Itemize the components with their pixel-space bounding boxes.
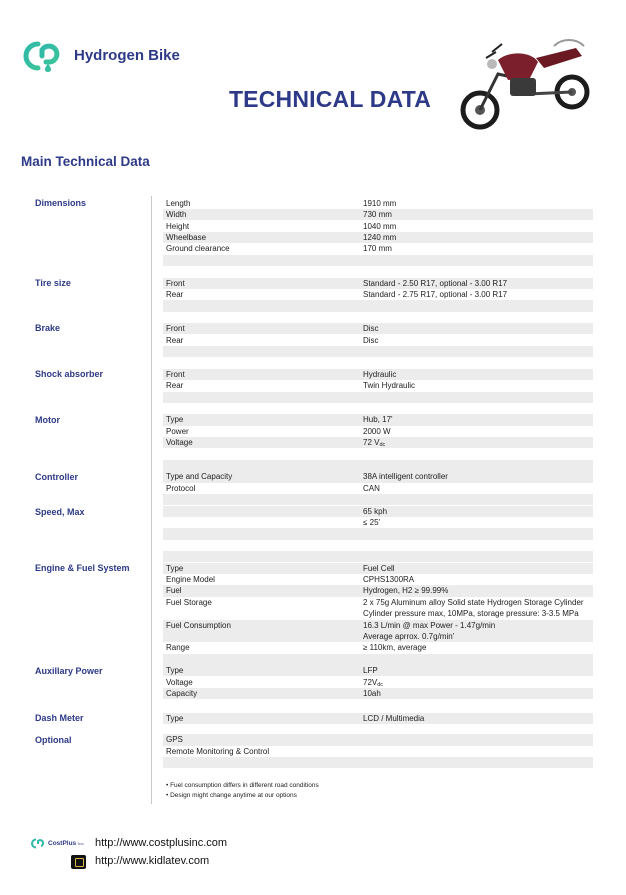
spec-row-blank bbox=[163, 346, 593, 357]
spec-row: Front Standard - 2.50 R17, optional - 3.00 R17 bbox=[163, 278, 593, 289]
category-engine-fuel-system: Engine & Fuel System bbox=[35, 563, 130, 573]
spec-row: Front Disc bbox=[163, 323, 593, 334]
spec-row: Fuel Consumption 16.3 L/min @ max Power - 1.47g/min bbox=[163, 620, 593, 631]
spec-row: Length 1910 mm bbox=[166, 198, 397, 208]
costplus-url-link[interactable]: http://www.costplusinc.com bbox=[95, 837, 228, 849]
spec-row: Fuel Storage 2 x 75g Aluminum alloy Solid state Hydrogen Storage Cylinder bbox=[166, 597, 584, 607]
spec-row: ≤ 25' bbox=[363, 517, 381, 527]
category-motor: Motor bbox=[35, 415, 60, 425]
spec-row: Capacity 10ah bbox=[163, 688, 593, 699]
category-brake: Brake bbox=[35, 323, 61, 333]
spec-row: Rear Disc bbox=[166, 335, 379, 345]
spec-row: Wheelbase 1240 mm bbox=[163, 232, 593, 243]
spec-row: Type and Capacity 38A intelligent controller bbox=[163, 471, 593, 482]
spec-row-blank bbox=[163, 551, 593, 562]
spec-row-blank bbox=[163, 757, 593, 768]
spec-row: 65 kph bbox=[163, 506, 593, 517]
costplus-logo bbox=[30, 838, 85, 849]
spec-row: Type LCD / Multimedia bbox=[163, 713, 593, 724]
spec-row: Rear Standard - 2.75 R17, optional - 3.00 R17 bbox=[166, 289, 508, 299]
spec-row: Type Hub, 17' bbox=[163, 414, 593, 425]
spec-row: Protocol CAN bbox=[166, 483, 380, 493]
spec-row-blank bbox=[163, 449, 593, 460]
category-speed-max: Speed, Max bbox=[35, 507, 85, 517]
spec-row: Type Fuel Cell bbox=[163, 563, 593, 574]
spec-row: Width 730 mm bbox=[163, 209, 593, 220]
spec-row: Fuel Hydrogen, H2 ≥ 99.99% bbox=[163, 585, 593, 596]
costplus-logo-suffix: Inc. bbox=[78, 841, 85, 846]
page-title: TECHNICAL DATA bbox=[228, 86, 432, 112]
category-optional: Optional bbox=[35, 735, 72, 745]
category-dimensions: Dimensions bbox=[35, 198, 87, 208]
section-title: Main Technical Data bbox=[21, 154, 150, 169]
footnote: • Fuel consumption differs in different road conditions bbox=[166, 782, 319, 789]
spec-row: Average aprrox. 0.7g/min' bbox=[163, 631, 593, 642]
kidlat-logo-icon bbox=[71, 855, 86, 869]
motorcycle-photo bbox=[458, 34, 598, 132]
category-tire-size: Tire size bbox=[35, 278, 71, 288]
spec-row-blank bbox=[163, 699, 593, 710]
spec-row: Front Hydraulic bbox=[163, 369, 593, 380]
spec-row-blank bbox=[163, 392, 593, 403]
footnote: • Design might change anytime at our options bbox=[166, 792, 297, 799]
spec-row-blank bbox=[163, 540, 593, 551]
spec-row: Voltage 72 Vdc bbox=[163, 437, 593, 448]
category-controller: Controller bbox=[35, 472, 79, 482]
spec-row: Rear Twin Hydraulic bbox=[166, 381, 416, 391]
spec-row: Cylinder pressure max, 10MPa, storage pressure: 3-3.5 MPa bbox=[363, 609, 579, 619]
spec-row-blank bbox=[163, 460, 593, 471]
brand-name: Hydrogen Bike bbox=[74, 47, 180, 64]
spec-row: Remote Monitoring & Control bbox=[166, 746, 270, 756]
category-shock-absorber: Shock absorber bbox=[35, 369, 104, 379]
spec-row-blank bbox=[163, 528, 593, 539]
spec-row: Range ≥ 110km, average bbox=[166, 643, 427, 653]
hydrogen-bike-logo-icon bbox=[22, 40, 70, 74]
spec-row-blank bbox=[163, 494, 593, 505]
costplus-logo-text: CostPlus bbox=[48, 840, 77, 847]
category-auxillary-power: Auxillary Power bbox=[35, 666, 103, 676]
divider-line bbox=[151, 196, 152, 804]
spec-row: Type LFP bbox=[163, 665, 593, 676]
spec-row: Height 1040 mm bbox=[166, 221, 397, 231]
costplus-logo-icon bbox=[30, 838, 46, 849]
kidlat-url-link[interactable]: http://www.kidlatev.com bbox=[95, 855, 210, 867]
spec-row: Voltage 72Vdc bbox=[166, 677, 384, 688]
spec-row-blank bbox=[163, 300, 593, 311]
spec-row-blank bbox=[163, 654, 593, 665]
spec-row-blank bbox=[163, 255, 593, 266]
category-dash-meter: Dash Meter bbox=[35, 713, 84, 723]
spec-row: Engine Model CPHS1300RA bbox=[166, 574, 415, 584]
spec-row: GPS bbox=[163, 734, 593, 745]
spec-row: Power 2000 W bbox=[166, 426, 391, 436]
spec-row: Ground clearance 170 mm bbox=[166, 244, 392, 254]
